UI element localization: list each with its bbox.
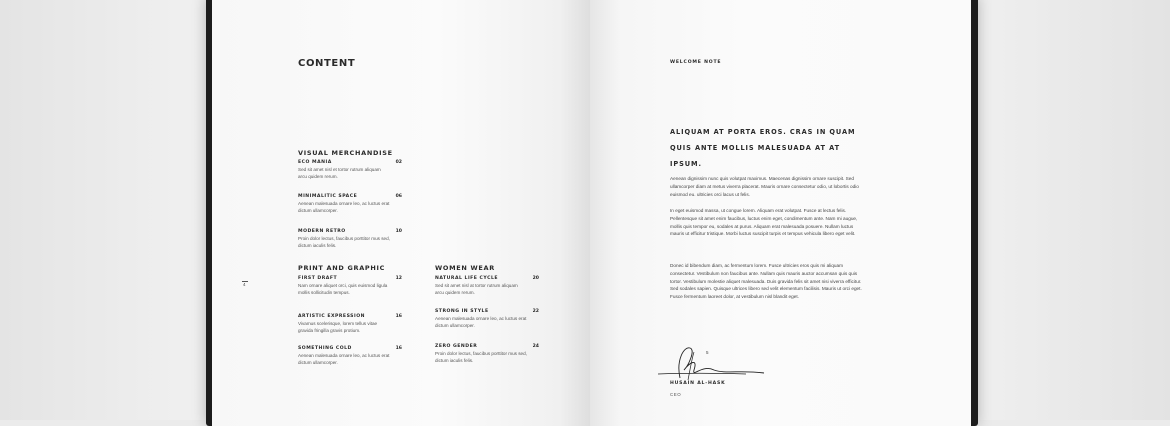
welcome-heading: [670, 124, 870, 172]
toc-item-desc: Sed sit amet nisl et tortor rutrum aliquam arcu quidem rerum.: [298, 167, 381, 179]
toc-item-desc: Proin dolor lectus, faucibus porttitor mus sed, dictum iaculis felis.: [435, 351, 527, 363]
toc-item[interactable]: [435, 309, 539, 329]
signature-graphic: [654, 340, 784, 384]
section-title-print-and-graphic: PRINT AND GRAPHIC: [298, 264, 386, 272]
toc-item-page: 02: [395, 160, 402, 165]
toc-item[interactable]: [298, 314, 402, 334]
body-paragraph: Donec id bibendum diam, ac fermentum lorem. Fusce ultricies eros quis mi aliquam consectetur. Vestibulum non faucibus ante. Nullam quis mauris auctor accumsan quis quis tortor. Vestibulum molestie aliquet malesuada. Duis gravida felis sit amet nisi viverra efficitur. Sed sodales sapien. Quisque ultrices libero sed velit elementum facilisis. Mauris ut orci eget. Fusce fermentum laoreet dolor, at vestibulum nisl blandit eget.: [670, 263, 862, 300]
welcome-heading-line-2: QUIS ANTE MOLLIS MALESUADA AT AT IPSUM.: [670, 144, 840, 168]
right-page: [590, 0, 971, 426]
toc-item[interactable]: [298, 346, 402, 366]
toc-item-page: 16: [395, 346, 402, 351]
body-paragraph: In eget euismod massa, ut congue lorem. Aliquam erat volutpat. Fusce at lectus felis. Pellentesque sit amet enim faucibus, luctus enim eget, condimentum ante. Nam mi augue, mollis quis tempor eu, sodales at purus. Aliquam erat malesuada posuere. Nullam luctus mauris ut efficitur tristique. Morbi luctus suscipit turpis et tempus vehicula libero eget velit.: [670, 208, 858, 237]
left-page-number: 4: [243, 282, 246, 287]
toc-item-desc: Aenean malesuada ornare leo, ac luctus erat dictum ullamcorper.: [298, 353, 390, 365]
toc-item-desc: Aenean malesuada ornare leo, ac luctus erat dictum ullamcorper.: [435, 316, 527, 328]
body-paragraph: Aenean dignissim nunc quis volutpat maximus. Maecenas dignissim ornare suscipit. Sed ullamcorper diam at metus viverra placerat. Mauris ornare consectetur odio, ut lobortis odio euismod eu. ultricies orci lacus ut felis.: [670, 176, 859, 197]
section-title-women-wear: WOMEN WEAR: [435, 264, 495, 272]
toc-item[interactable]: [298, 194, 402, 214]
toc-item-page: 12: [395, 276, 402, 281]
left-page: [212, 0, 590, 426]
toc-item-page: 16: [395, 314, 402, 319]
welcome-heading-line-1: ALIQUAM AT PORTA EROS. CRAS IN QUAM: [670, 128, 856, 136]
toc-item-page: 20: [532, 276, 539, 281]
toc-item-page: 24: [532, 344, 539, 349]
toc-item-page: 22: [532, 309, 539, 314]
toc-item[interactable]: [435, 276, 539, 296]
right-page-number: 5: [706, 350, 709, 355]
toc-item-desc: Proin dolor lectus, faucibus porttitor mus sed, dictum iaculis felis.: [298, 236, 390, 248]
welcome-note-label: WELCOME NOTE: [670, 60, 722, 65]
signer-name: HUSAIN AL-HASK: [670, 381, 726, 386]
contents-title: CONTENT: [298, 58, 356, 69]
signer-role: CEO: [670, 392, 682, 397]
toc-item-desc: Vivamus scelerisque, lorem tellus vitae gravida fringilla gravis protium.: [298, 321, 378, 333]
toc-item-name: NATURAL LIFE CYCLE: [435, 276, 499, 281]
toc-item-name: FIRST DRAFT: [298, 276, 338, 281]
toc-item-name: SOMETHING COLD: [298, 346, 352, 351]
toc-item-page: 10: [395, 229, 402, 234]
toc-item-name: ECO MANIA: [298, 160, 332, 165]
toc-item[interactable]: [298, 160, 402, 180]
toc-item-name: STRONG IN STYLE: [435, 309, 489, 314]
toc-item-desc: Sed sit amet nisl at tortor rutrum aliquam arcu quidem rerum.: [435, 283, 518, 295]
toc-item-page: 06: [395, 194, 402, 199]
toc-item[interactable]: [435, 344, 539, 364]
toc-item-name: ZERO GENDER: [435, 344, 478, 349]
toc-item-desc: Nam ornare aliquet orci, quis euismod ligula mollis sollicitudin tempus.: [298, 283, 388, 295]
toc-item-name: ARTISTIC EXPRESSION: [298, 314, 365, 319]
toc-item[interactable]: [298, 229, 402, 249]
toc-item-name: MODERN RETRO: [298, 229, 346, 234]
toc-item-name: MINIMALITIC SPACE: [298, 194, 358, 199]
section-title-visual-merchandise: VISUAL MERCHANDISE: [298, 149, 393, 157]
toc-item[interactable]: [298, 276, 402, 296]
toc-item-desc: Aenean malesuada ornare leo, ac luctus erat dictum ullamcorper.: [298, 201, 390, 213]
